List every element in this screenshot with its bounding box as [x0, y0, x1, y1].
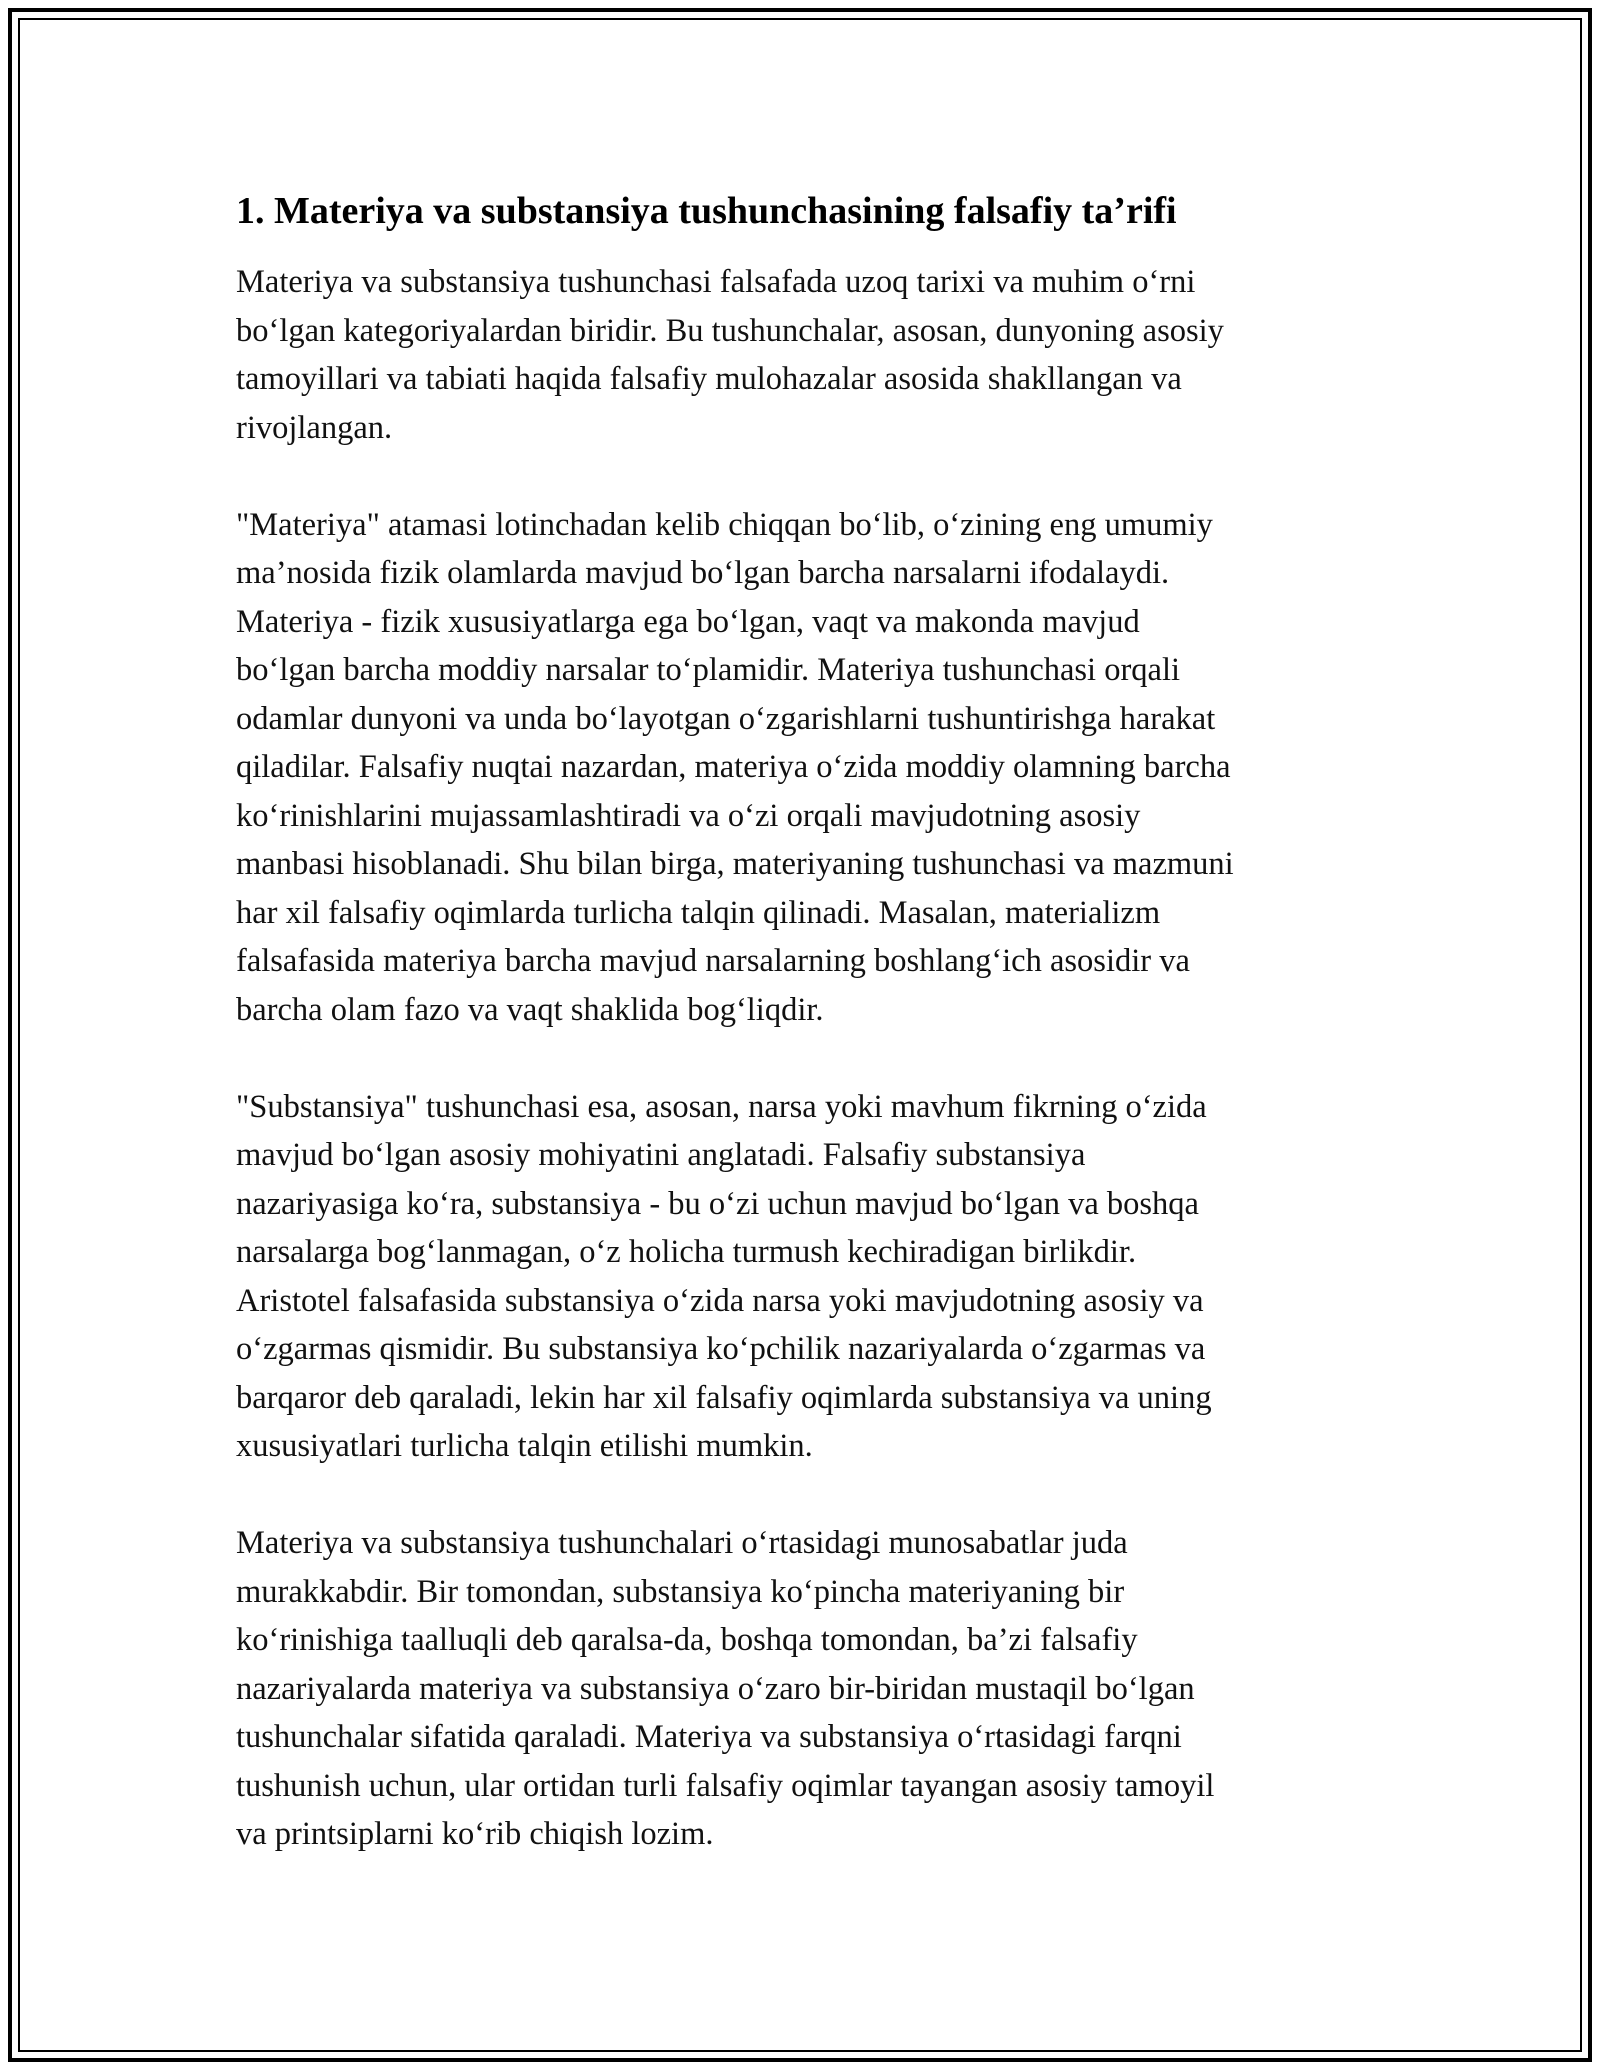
paragraph-spacer [236, 1471, 1366, 1520]
paragraph-4 [236, 1519, 1366, 1859]
text-line: bo‘lgan kategoriyalardan biridir. Bu tushunchalar, asosan, dunyoning asosiy [236, 312, 1224, 349]
text-line: "Materiya" atamasi lotinchadan kelib chiqqan bo‘lib, o‘zining eng umumiy [236, 506, 1213, 543]
text-line: falsafasida materiya barcha mavjud narsalarning boshlang‘ich asosidir va [236, 943, 1190, 979]
text-line: murakkabdir. Bir tomondan, substansiya ko‘pincha materiyaning bir [236, 1573, 1125, 1610]
text-line: Materiya - fizik xususiyatlarga ega bo‘lgan, vaqt va makonda mavjud [236, 603, 1140, 640]
text-line: tamoyillari va tabiati haqida falsafiy mulohazalar asosida shakllangan va [236, 361, 1182, 397]
text-line: ko‘rinishiga taalluqli deb qaralsa-da, boshqa tomondan, ba’zi falsafiy [236, 1622, 1138, 1658]
text-line: mavjud bo‘lgan asosiy mohiyatini anglatadi. Falsafiy substansiya [236, 1137, 1086, 1173]
text-line: odamlar dunyoni va unda bo‘layotgan o‘zgarishlarni tushuntirishga harakat [236, 700, 1216, 737]
text-line: Materiya va substansiya tushunchasi falsafada uzoq tarixi va muhim o‘rni [236, 264, 1196, 300]
text-line: qiladilar. Falsafiy nuqtai nazardan, materiya o‘zida moddiy olamning barcha [236, 749, 1231, 785]
text-line: va printsiplarni ko‘rib chiqish lozim. [236, 1816, 714, 1852]
text-line: rivojlangan. [236, 409, 393, 446]
text-line: tushunchalar sifatida qaraladi. Materiya va substansiya o‘rtasidagi farqni [236, 1719, 1182, 1755]
text-line: Aristotel falsafasida substansiya o‘zida narsa yoki mavjudotning asosiy va [236, 1282, 1204, 1319]
document-body [236, 186, 1366, 1859]
text-line: nazariyalarda materiya va substansiya o‘zaro bir-biridan mustaqil bo‘lgan [236, 1670, 1195, 1707]
text-line: narsalarga bog‘lanmagan, o‘z holicha turmush kechiradigan birlikdir. [236, 1234, 1137, 1270]
paragraph-1 [236, 258, 1366, 452]
text-line: o‘zgarmas qismidir. Bu substansiya ko‘pchilik nazariyalarda o‘zgarmas va [236, 1331, 1206, 1367]
text-line: ma’nosida fizik olamlarda mavjud bo‘lgan barcha narsalarni ifodalaydi. [236, 555, 1170, 591]
text-line: ko‘rinishlarini mujassamlashtiradi va o‘zi orqali mavjudotning asosiy [236, 797, 1141, 834]
paragraph-2 [236, 501, 1366, 1035]
text-line: manbasi hisoblanadi. Shu bilan birga, materiyaning tushunchasi va mazmuni [236, 846, 1234, 882]
text-line: xususiyatlari turlicha talqin etilishi mumkin. [236, 1428, 813, 1464]
text-line: "Substansiya" tushunchasi esa, asosan, narsa yoki mavhum fikrning o‘zida [236, 1088, 1207, 1125]
text-line: bo‘lgan barcha moddiy narsalar to‘plamidir. Materiya tushunchasi orqali [236, 652, 1181, 688]
paragraph-spacer [236, 452, 1366, 501]
text-line: tushunish uchun, ular ortidan turli falsafiy oqimlar tayangan asosiy tamoyil [236, 1767, 1215, 1804]
paragraph-3 [236, 1083, 1366, 1471]
section-heading: 1. Materiya va substansiya tushunchasining falsafiy ta’rifi [236, 190, 1177, 232]
text-line: har xil falsafiy oqimlarda turlicha talqin qilinadi. Masalan, materializm [236, 894, 1161, 931]
paragraph-spacer [236, 1034, 1366, 1083]
text-line: nazariyasiga ko‘ra, substansiya - bu o‘zi uchun mavjud bo‘lgan va boshqa [236, 1185, 1199, 1222]
text-line: barqaror deb qaraladi, lekin har xil falsafiy oqimlarda substansiya va uning [236, 1379, 1212, 1416]
text-line: Materiya va substansiya tushunchalari o‘rtasidagi munosabatlar juda [236, 1525, 1128, 1561]
text-line: barcha olam fazo va vaqt shaklida bog‘liqdir. [236, 991, 824, 1028]
